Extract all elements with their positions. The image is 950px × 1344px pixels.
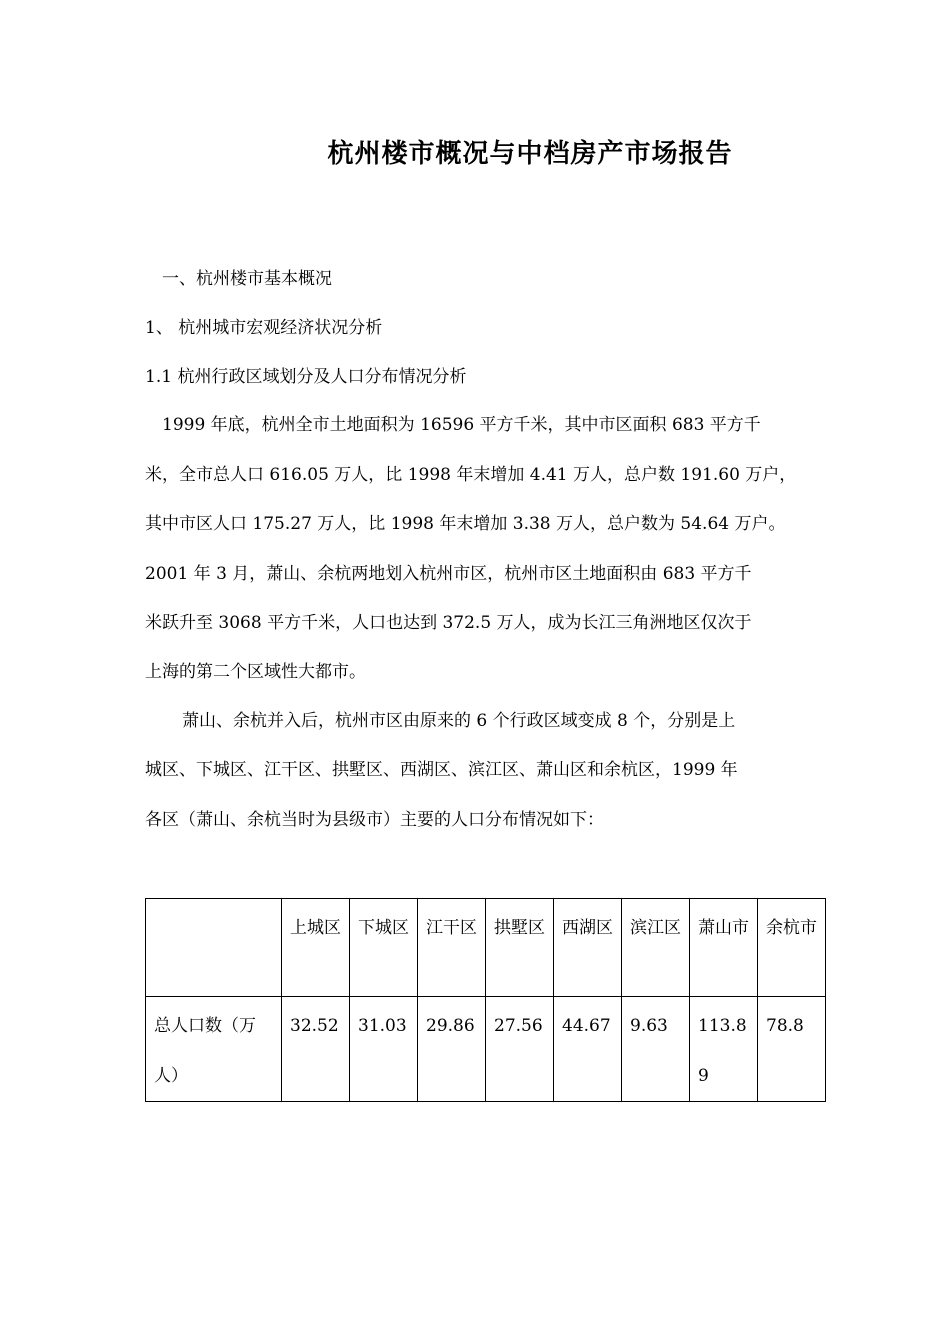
table-cell: 44.67	[554, 997, 622, 1102]
paragraph-line: 萧山、余杭并入后，杭州市区由原来的 6 个行政区域变成 8 个，分别是上	[182, 711, 736, 731]
paragraph-line: 2001 年 3 月，萧山、余杭两地划入杭州市区，杭州市区土地面积由 683 平方千	[145, 564, 752, 584]
paragraph-line: 上海的第二个区域性大都市。	[145, 662, 366, 682]
table-header-cell: 拱墅区	[486, 899, 554, 997]
table-cell: 9.63	[622, 997, 690, 1102]
row-label-cell: 总人口数（万人）	[146, 997, 282, 1102]
table-header-cell: 下城区	[350, 899, 418, 997]
paragraph-line: 其中市区人口 175.27 万人，比 1998 年末增加 3.38 万人，总户数为 54.64 万户。	[145, 514, 786, 534]
population-table	[145, 898, 826, 1102]
paragraph-line: 城区、下城区、江干区、拱墅区、西湖区、滨江区、萧山区和余杭区，1999 年	[145, 760, 738, 780]
paragraph-line: 1999 年底，杭州全市土地面积为 16596 平方千米，其中市区面积 683 平方千	[162, 415, 761, 435]
table-header-cell	[146, 899, 282, 997]
section-heading: 一、杭州楼市基本概况	[162, 269, 332, 289]
paragraph-line: 米，全市总人口 616.05 万人，比 1998 年末增加 4.41 万人，总户数 191.60 万户，	[145, 465, 797, 485]
table-header-cell: 西湖区	[554, 899, 622, 997]
table-cell: 113.89	[690, 997, 758, 1102]
table-row	[146, 997, 826, 1102]
table-cell: 29.86	[418, 997, 486, 1102]
subsection-heading-1-1: 1.1 杭州行政区域划分及人口分布情况分析	[145, 367, 467, 387]
table-cell: 78.8	[758, 997, 826, 1102]
table-header-row	[146, 899, 826, 997]
paragraph-line: 各区（萧山、余杭当时为县级市）主要的人口分布情况如下：	[145, 810, 604, 830]
table-cell: 32.52	[282, 997, 350, 1102]
table-header-cell: 滨江区	[622, 899, 690, 997]
table-header-cell: 萧山市	[690, 899, 758, 997]
table-header-cell: 江干区	[418, 899, 486, 997]
table-header-cell: 上城区	[282, 899, 350, 997]
table-cell: 27.56	[486, 997, 554, 1102]
document-title: 杭州楼市概况与中档房产市场报告	[327, 139, 733, 169]
paragraph-line: 米跃升至 3068 平方千米，人口也达到 372.5 万人，成为长江三角洲地区仅次于	[145, 613, 752, 633]
table-header-cell: 余杭市	[758, 899, 826, 997]
subsection-heading: 1、 杭州城市宏观经济状况分析	[145, 318, 383, 338]
table-cell: 31.03	[350, 997, 418, 1102]
